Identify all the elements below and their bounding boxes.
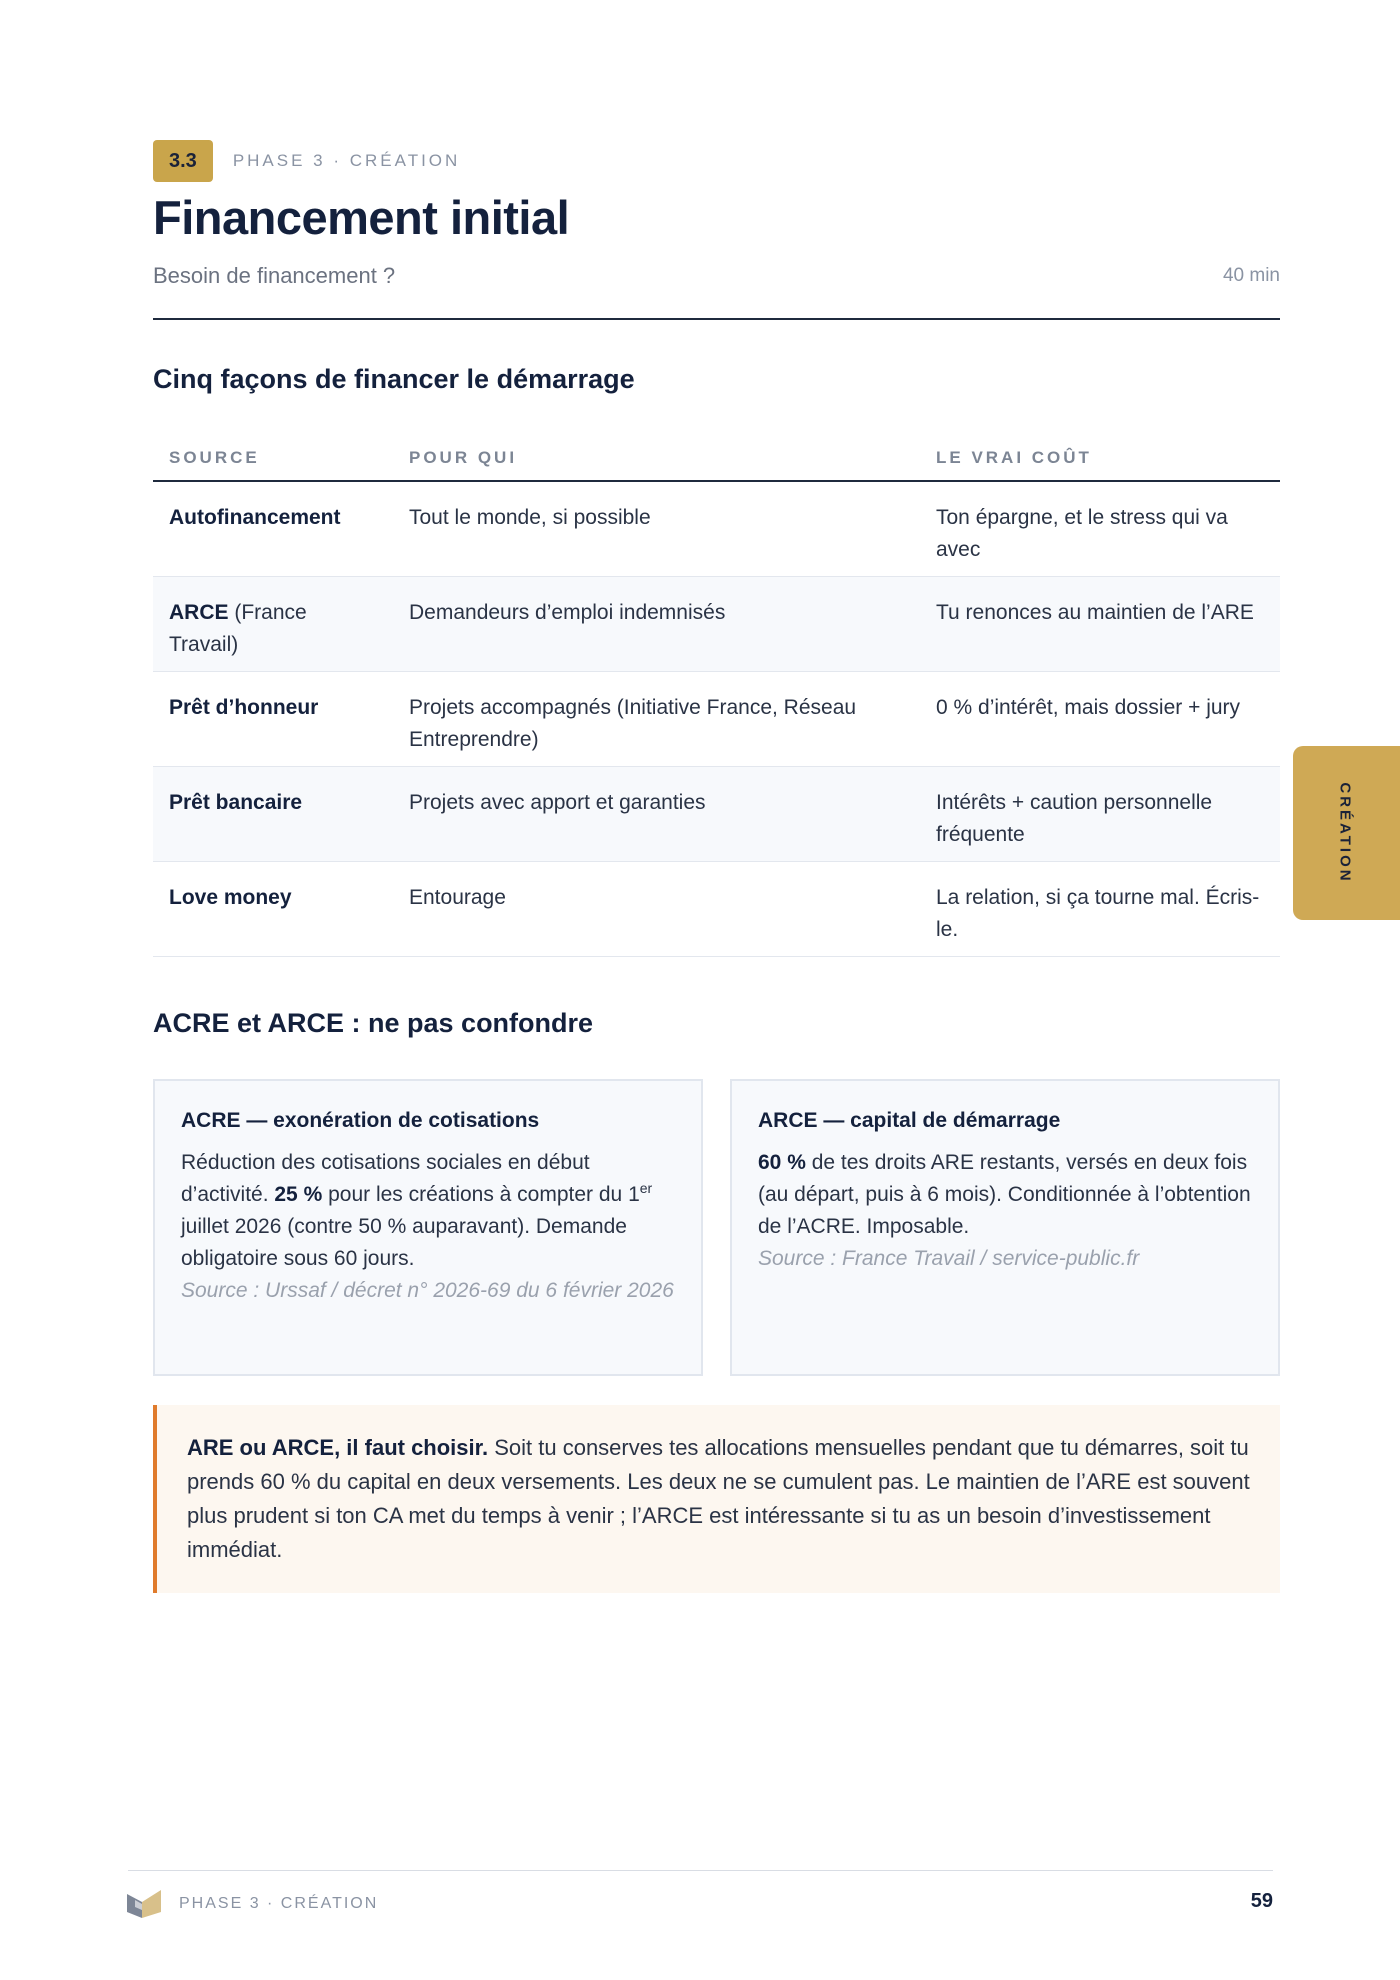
cell-cost: Intérêts + caution personnelle fréquente: [936, 791, 1213, 846]
section-heading-acre-arce: ACRE et ARCE : ne pas confondre: [153, 1008, 594, 1038]
cell-who: Entourage: [409, 886, 506, 909]
acre-text-3: juillet 2026 (contre 50 % auparavant). Demande obligatoire sous 60 jours.: [181, 1215, 627, 1270]
cell-cost: 0 % d’intérêt, mais dossier + jury: [936, 696, 1241, 719]
arce-text-1: de tes droits ARE restants, versés en deux fois (au départ, puis à 6 mois). Conditionnée à l’obtention de l’ACRE. Imposable.: [758, 1151, 1251, 1238]
source-name: Prêt bancaire: [169, 791, 303, 814]
cell-who: Tout le monde, si possible: [409, 506, 651, 529]
acre-superscript: er: [639, 1180, 653, 1196]
cell-who: Projets avec apport et garanties: [409, 791, 706, 814]
table-row: [153, 482, 1280, 577]
side-tab-label: CRÉATION: [1336, 782, 1354, 884]
column-header-who: POUR QUI: [409, 448, 518, 467]
acre-card-source: Source : Urssaf / décret n° 2026-69 du 6 février 2026: [181, 1279, 674, 1302]
arce-rate: 60 %: [758, 1151, 806, 1174]
cell-who: Projets accompagnés (Initiative France, Réseau Entreprendre): [409, 696, 857, 751]
side-tab-creation[interactable]: [1293, 746, 1400, 920]
column-header-cost: LE VRAI COÛT: [936, 448, 1092, 467]
footer-divider: [128, 1870, 1273, 1871]
source-name: Love money: [169, 886, 292, 909]
cell-cost: Ton épargne, et le stress qui va avec: [936, 506, 1228, 561]
column-header-source: SOURCE: [169, 448, 260, 467]
table-header: [153, 436, 1280, 482]
cell-source: [153, 692, 393, 766]
section-heading-financing: Cinq façons de financer le démarrage: [153, 364, 635, 394]
cell-who: Demandeurs d’emploi indemnisés: [409, 601, 726, 624]
source-note: (France Travail): [169, 601, 307, 656]
cell-source: [153, 882, 393, 956]
table-row: [153, 767, 1280, 862]
section-number-badge: 3.3: [153, 140, 213, 182]
callout-lead: ARE ou ARCE, il faut choisir.: [187, 1435, 489, 1460]
source-name: Autofinancement: [169, 506, 341, 529]
acre-card: [153, 1079, 703, 1376]
table-row: [153, 577, 1280, 672]
arce-card-title: ARCE — capital de démarrage: [758, 1109, 1061, 1132]
cell-cost: La relation, si ça tourne mal. Écris-le.: [936, 886, 1260, 941]
table-row: [153, 672, 1280, 767]
arce-card-source: Source : France Travail / service-public.fr: [758, 1247, 1140, 1270]
acre-text-1: Réduction des cotisations sociales en début d’activité.: [181, 1151, 590, 1206]
arce-card: [730, 1079, 1280, 1376]
header-divider: [153, 318, 1280, 320]
source-name: ARCE: [169, 601, 229, 624]
financing-table: [153, 436, 1280, 957]
page-number: 59: [1250, 1890, 1273, 1912]
acre-card-title: ACRE — exonération de cotisations: [181, 1109, 540, 1132]
source-name: Prêt d’honneur: [169, 696, 319, 719]
acre-text-2: pour les créations à compter du 1: [322, 1183, 640, 1206]
brand-logo-icon: [127, 1890, 161, 1918]
page-subtitle: Besoin de financement ?: [153, 263, 396, 288]
duration-label: 40 min: [1222, 265, 1280, 286]
acre-rate: 25 %: [274, 1183, 323, 1206]
acre-card-body: [181, 1147, 675, 1275]
arce-card-body: [758, 1147, 1252, 1243]
callout-text: Soit tu conserves tes allocations mensuelles pendant que tu démarres, soit tu prends 60 % du capital en deux versements. Les deux ne se cumulent pas. Le maintien de l’ARE est souvent plus prudent si ton CA met du temps à venir ; l’ARCE est intéressante si tu as un besoin d’investissement immédiat.: [187, 1435, 1250, 1562]
phase-label: PHASE 3 · CRÉATION: [232, 151, 461, 170]
footer-phase-label: PHASE 3 · CRÉATION: [179, 1895, 379, 1912]
cell-source: [153, 597, 393, 671]
cell-source: [153, 787, 393, 861]
cell-source: [153, 502, 393, 576]
table-row: [153, 862, 1280, 957]
warning-callout: [153, 1405, 1280, 1593]
cell-cost: Tu renonces au maintien de l’ARE: [936, 601, 1254, 624]
page-title: Financement initial: [153, 191, 570, 244]
section-header: [153, 140, 460, 182]
